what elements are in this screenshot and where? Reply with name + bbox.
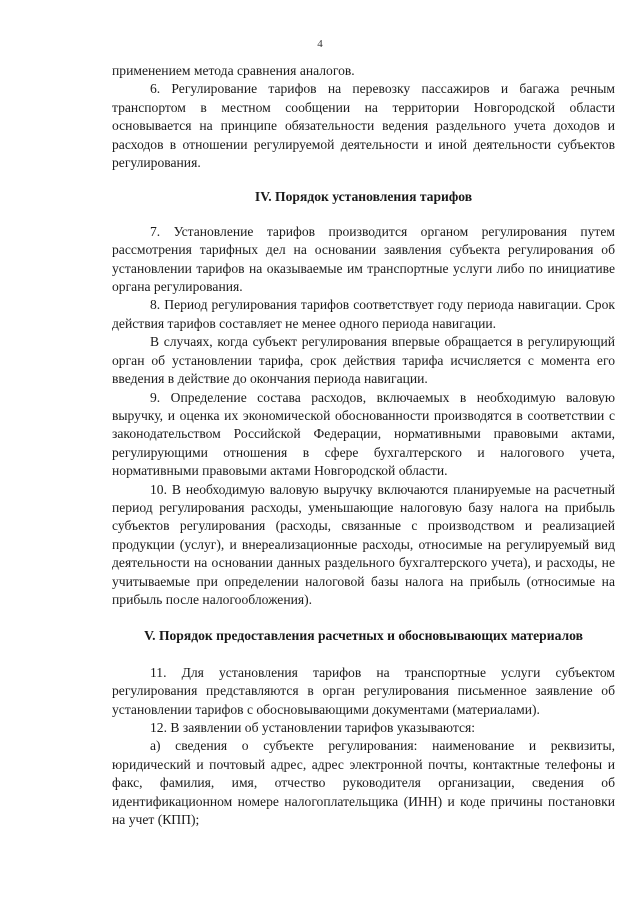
paragraph-9: 9. Определение состава расходов, включаемых в необходимую валовую выручку, и оценка их экономической обоснованности производятся в соответствии с законодательством Российской Федерации, нормативными правовыми актами, регулирующими отношения в сфере бухгалтерского и налогового учета, нормативными правовыми актами Новгородской области. xyxy=(112,389,615,479)
document-body xyxy=(112,62,615,829)
paragraph-10: 10. В необходимую валовую выручку включаются планируемые на расчетный период регулирования расходы, уменьшающие налоговую базу налога на прибыль субъектов регулирования (расходы, связанные с производством и реализацией продукции (услуг), и внереализационные расходы, относимые на регулируемый вид деятельности на основании данных раздельного бухгалтерского учета), и расходы, не учитываемые при определении налоговой базы налога на прибыль (относимые на прибыль после налогообложения). xyxy=(112,481,615,607)
paragraph-6: 6. Регулирование тарифов на перевозку пассажиров и багажа речным транспортом в местном сообщении на территории Новгородской области основывается на принципе обязательности ведения раздельного учета доходов и расходов в отношении регулируемой деятельности и иной деятельности субъектов регулирования. xyxy=(112,81,615,171)
paragraph-8: 8. Период регулирования тарифов соответствует году периода навигации. Срок действия тарифов составляет не менее одного периода навигации. xyxy=(112,297,615,331)
paragraph-8-continued: В случаях, когда субъект регулирования впервые обращается в регулирующий орган об установлении тарифа, срок действия тарифа исчисляется с момента его введения в действие до окончания периода навигации. xyxy=(112,334,615,387)
paragraph-12: 12. В заявлении об установлении тарифов указываются: xyxy=(150,720,476,735)
paragraph-12a: а) сведения о субъекте регулирования: наименование и реквизиты, юридический и почтовый адрес, адрес электронной почты, контактные телефоны и факс, фамилия, имя, отчество руководителя организации, сведения об идентификационном номере налогоплательщика (ИНН) и коде причины постановки на учет (КПП); xyxy=(112,738,615,828)
paragraph-7: 7. Установление тарифов производится органом регулирования путем рассмотрения тарифных дел на основании заявления субъекта регулирования об установлении тарифов на оказываемые им транспортные услуги либо по инициативе органа регулирования. xyxy=(112,223,615,295)
page-number: 4 xyxy=(317,38,323,50)
section-heading-5: V. Порядок предоставления расчетных и обосновывающих материалов xyxy=(144,628,583,644)
paragraph-11: 11. Для установления тарифов на транспортные услуги субъектом регулирования представляются в орган регулирования письменное заявление об установлении тарифов с обосновывающими документами (материалами). xyxy=(112,664,615,717)
paragraph-continuation: применением метода сравнения аналогов. xyxy=(112,63,355,78)
section-heading-4: IV. Порядок установления тарифов xyxy=(254,189,473,205)
